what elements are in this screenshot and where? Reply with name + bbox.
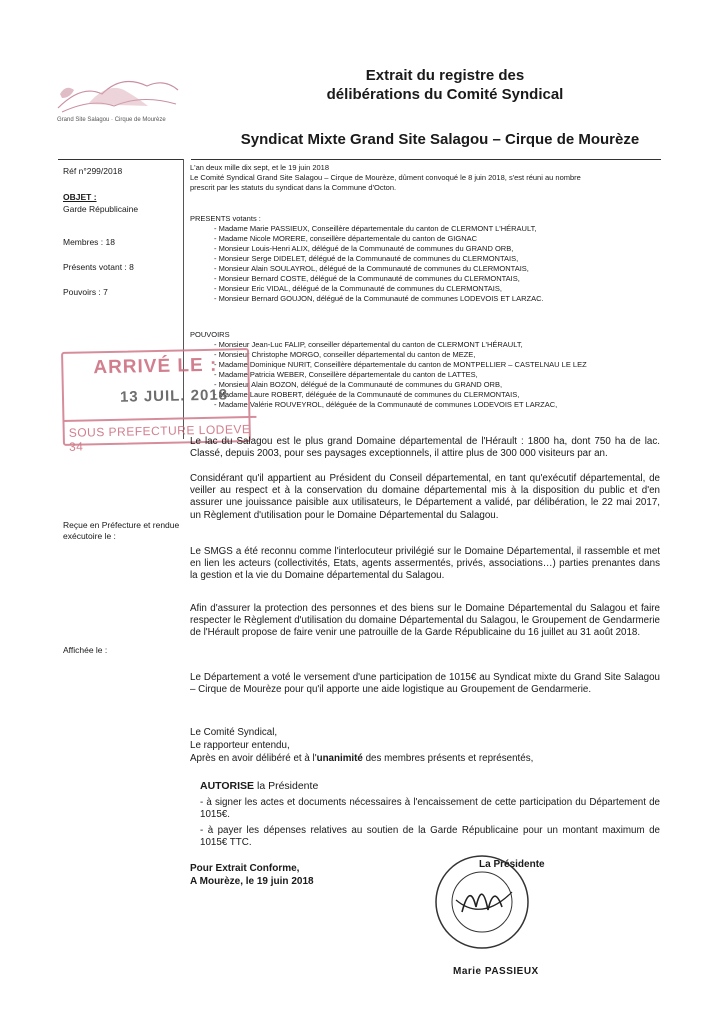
paragraph-participation: Le Département a voté le versement d'une participation de 1015€ au Syndicat mixte du Grand Site Salagou – Cirque de Mourèze pour qu'il apporte une aide logistique au Groupement de Gendarmerie.: [190, 672, 660, 696]
intro-line: prescrit par les statuts du syndicat dans la Commune d'Octon.: [190, 183, 397, 192]
list-item: - Madame Dominique NURIT, Conseillère départementale du canton de MONTPELLIER – CASTELNAU LE LEZ: [214, 360, 587, 369]
intro-line: L'an deux mille dix sept, et le 19 juin 2018: [190, 163, 330, 172]
comite-line: Le Comité Syndical,: [190, 727, 278, 738]
unanimite-text: unanimité: [316, 753, 363, 764]
paragraph-considerant: Considérant qu'il appartient au Président du Conseil départemental, en tant qu'exécutif départemental, de veiller au respect et à la conservation du domaine départemental mis à la disposition du public et d'en assurer une jouissance paisible aux utilisateurs, le Département a validé, par délibération, le 22 mai 2017, un Règlement d'utilisation pour le Domaine Départemental du Salagou.: [190, 473, 660, 521]
deliberation-line: [190, 753, 660, 765]
list-item: - Madame Nicole MORERE, conseillère départementale du canton de GIGNAC: [214, 234, 478, 243]
closing-block: [190, 862, 314, 888]
logo-caption: Grand Site Salagou · Cirque de Mourèze: [57, 117, 166, 123]
reference-number: Réf n°299/2018: [63, 166, 123, 176]
list-item: - Monsieur Alain SOULAYROL, délégué de la Communauté de communes du CLERMONTAIS,: [214, 264, 529, 273]
pouvoirs-count: Pouvoirs : 7: [63, 287, 108, 297]
intro-block: [190, 163, 660, 193]
list-item: - Monsieur Serge DIDELET, délégué de la Communauté de communes du CLERMONTAIS,: [214, 254, 519, 263]
autorise-rest: la Présidente: [254, 780, 319, 792]
autorise-label: AUTORISE: [200, 780, 255, 792]
pouvoirs-list: [190, 330, 660, 410]
logo-icon: [52, 64, 182, 118]
stamp-sous-prefecture: SOUS PREFECTURE LODEVE 34: [62, 416, 257, 454]
closing-line1: Pour Extrait Conforme,: [190, 863, 300, 874]
list-item: - Madame Valérie ROUVEYROL, déléguée de la Communauté de communes LODEVOIS ET LARZAC,: [214, 400, 558, 409]
list-item: - Monsieur Bernard COSTE, délégué de la Communauté de communes du CLERMONTAIS,: [214, 274, 520, 283]
divider-left: [58, 159, 183, 160]
presents-list: [190, 214, 660, 304]
list-item: - Monsieur Christophe MORGO, conseiller départemental du canton de MEZE,: [214, 350, 476, 359]
deliberation-text-c: des membres présents et représentés,: [362, 753, 534, 764]
list-item: - Madame Patricia WEBER, Conseillère départementale du canton de LATTES,: [214, 370, 478, 379]
stamp-arrive: ARRIVÉ LE :: [93, 354, 218, 379]
closing-line2: A Mourèze, le 19 juin 2018: [190, 876, 314, 887]
stamp-date: 13 JUIL. 2018: [119, 386, 229, 406]
document-title-line2: délibérations du Comité Syndical: [326, 86, 564, 103]
decision-heading: [200, 780, 660, 792]
paragraph-lac: Le lac du Salagou est le plus grand Domaine départemental de l'Hérault : 1800 ha, dont 750 ha de lac. Classé, depuis 2003, pour ses paysages exceptionnels, il attire plus de 300 000 visiteurs par an.: [190, 436, 660, 460]
intro-line: Le Comité Syndical Grand Site Salagou – Cirque de Mourèze, dûment convoqué le 8 juin 2018, s'est réuni au nombre: [190, 173, 581, 182]
presents-count: Présents votant : 8: [63, 262, 134, 272]
document-title-line1: Extrait du registre des: [365, 67, 525, 84]
list-item: - Monsieur Bernard GOUJON, délégué de la Communauté de communes LODEVOIS ET LARZAC.: [214, 294, 544, 303]
membres-count: Membres : 18: [63, 237, 115, 247]
rapporteur-line: Le rapporteur entendu,: [190, 740, 290, 751]
document-subtitle: Syndicat Mixte Grand Site Salagou – Cirque de Mourèze: [240, 131, 640, 148]
list-item: - Madame Marie PASSIEUX, Conseillère départementale du canton de CLERMONT L'HÉRAULT,: [214, 224, 537, 233]
list-item: - Madame Laure ROBERT, déléguée de la Communauté de communes du CLERMONTAIS,: [214, 390, 520, 399]
arrival-stamp: [61, 348, 251, 454]
list-item: - Monsieur Alain BOZON, délégué de la Communauté de communes du GRAND ORB,: [214, 380, 503, 389]
list-item: - Monsieur Jean-Luc FALIP, conseiller départemental du canton de CLERMONT L'HÉRAULT,: [214, 340, 523, 349]
prefecture-reception-label: Reçue en Préfecture et rendue exécutoire le :: [63, 520, 180, 541]
paragraph-smgs: Le SMGS a été reconnu comme l'interlocuteur privilégié sur le Domaine Départemental, il rassemble et met en lien les acteurs (collectivités, Etats, agents assermentés, privés, associations…) parties prenantes dans la gestion et la vie du Domaine départemental du Salagou.: [190, 546, 660, 582]
divider-right: [191, 159, 661, 160]
objet-label: OBJET :: [63, 192, 97, 202]
signatory-name: Marie PASSIEUX: [453, 966, 539, 977]
affichee-label: Affichée le :: [63, 645, 108, 655]
decision-item: - à payer les dépenses relatives au soutien de la Garde Républicaine pour un montant maximum de 1015€ TTC.: [200, 825, 660, 849]
list-item: - Monsieur Eric VIDAL, délégué de la Communauté de communes du CLERMONTAIS,: [214, 284, 502, 293]
list-item: - Monsieur Louis-Henri ALIX, délégué de la Communauté de communes du GRAND ORB,: [214, 244, 514, 253]
decision-item: - à signer les actes et documents nécessaires à l'encaissement de cette participation du Département de 1015€.: [200, 797, 660, 821]
presents-label: PRESENTS votants :: [190, 214, 261, 223]
deliberation-text-a: Après en avoir délibéré et à l': [190, 753, 317, 764]
objet-value: Garde Républicaine: [63, 204, 139, 214]
pouvoirs-label: POUVOIRS: [190, 330, 230, 339]
paragraph-protection: Afin d'assurer la protection des personnes et des biens sur le Domaine Départemental du Salagou et faire respecter le Règlement d'utilisation du domaine Départemental du Salagou, le Groupement de Gendarmerie de l'Hérault propose de faire venir une patrouille de la Garde Républicaine du 16 juillet au 31 août 2018.: [190, 603, 660, 639]
signatory-role: La Présidente: [479, 859, 545, 870]
